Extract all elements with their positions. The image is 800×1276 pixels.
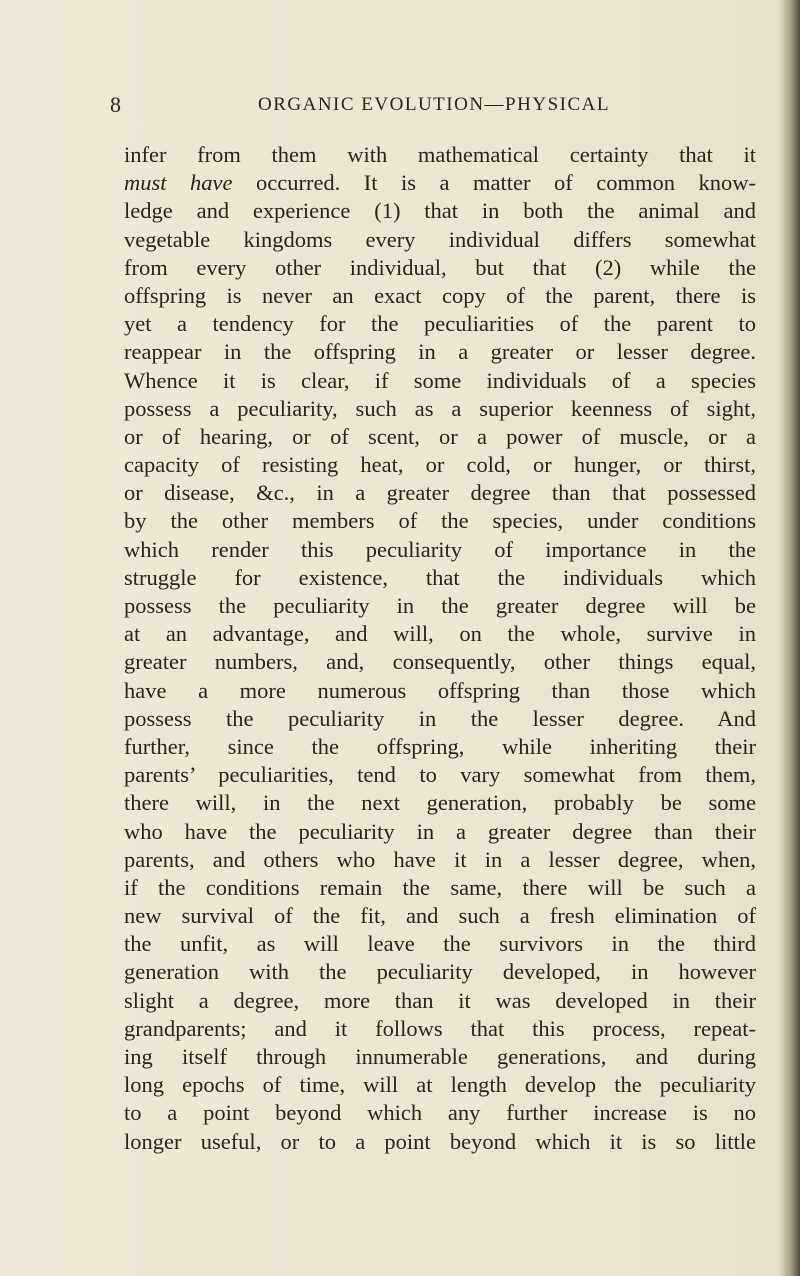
- page-number: 8: [110, 92, 121, 117]
- text-line: or disease, &c., in a greater degree than that possessed: [124, 480, 756, 506]
- text-line-rest: occurred. It is a matter of common know-: [255, 170, 756, 196]
- text-line: ing itself through innumerable generations, and during: [124, 1044, 756, 1069]
- text-line: who have the peculiarity in a greater degree than their: [124, 818, 756, 844]
- text-line: the unfit, as will leave the survivors in the third: [124, 931, 756, 957]
- text-line: possess the peculiarity in the greater degree will be: [124, 593, 756, 618]
- text-line: further, since the offspring, while inheriting their: [124, 733, 756, 759]
- text-line: have a more numerous offspring than those which: [124, 677, 756, 703]
- text-line: capacity of resisting heat, or cold, or hunger, or thirst,: [124, 452, 756, 478]
- text-line: greater numbers, and, consequently, other things equal,: [124, 649, 756, 675]
- text-line: parents’ peculiarities, tend to vary somewhat from them,: [124, 762, 756, 788]
- text-line: yet a tendency for the peculiarities of the parent to: [124, 311, 756, 337]
- text-line: there will, in the next generation, probably be some: [124, 790, 756, 816]
- text-line: reappear in the offspring in a greater or lesser degree.: [124, 339, 756, 365]
- text-line: to a point beyond which any further increase is no: [124, 1100, 756, 1126]
- text-line: vegetable kingdoms every individual differs somewhat: [124, 226, 756, 252]
- text-line: generation with the peculiarity developed, in however: [124, 959, 756, 985]
- text-line: or of hearing, or of scent, or a power of muscle, or a: [124, 423, 756, 449]
- page-edge-shadow: [778, 0, 800, 1276]
- text-line: which render this peculiarity of importance in the: [124, 536, 756, 562]
- text-line: from every other individual, but that (2) while the: [124, 254, 756, 280]
- text-line: infer from them with mathematical certainty that it: [124, 142, 756, 167]
- text-line: parents, and others who have it in a lesser degree, when,: [124, 846, 756, 872]
- text-line: possess the peculiarity in the lesser degree. And: [124, 705, 756, 731]
- text-line: offspring is never an exact copy of the parent, there is: [124, 282, 756, 308]
- running-head: ORGANIC EVOLUTION—PHYSICAL: [258, 94, 610, 115]
- text-line: possess a peculiarity, such as a superior keenness of sight,: [124, 395, 756, 421]
- text-line: struggle for existence, that the individuals which: [124, 564, 756, 590]
- text-line: if the conditions remain the same, there will be such a: [124, 874, 756, 900]
- text-line: [124, 169, 756, 197]
- text-line: at an advantage, and will, on the whole, survive in: [124, 621, 756, 647]
- italic-phrase: must have: [124, 170, 233, 196]
- text-line: long epochs of time, will at length develop the peculiarity: [124, 1072, 756, 1098]
- text-line: slight a degree, more than it was developed in their: [124, 987, 756, 1013]
- text-line: by the other members of the species, under conditions: [124, 508, 756, 534]
- text-line: ledge and experience (1) that in both the animal and: [124, 198, 756, 224]
- text-line: Whence it is clear, if some individuals of a species: [124, 367, 756, 393]
- body-text: [124, 141, 756, 1156]
- text-line: longer useful, or to a point beyond which it is so little: [124, 1128, 756, 1154]
- text-line: grandparents; and it follows that this process, repeat-: [124, 1015, 756, 1041]
- text-line: new survival of the fit, and such a fresh elimination of: [124, 903, 756, 929]
